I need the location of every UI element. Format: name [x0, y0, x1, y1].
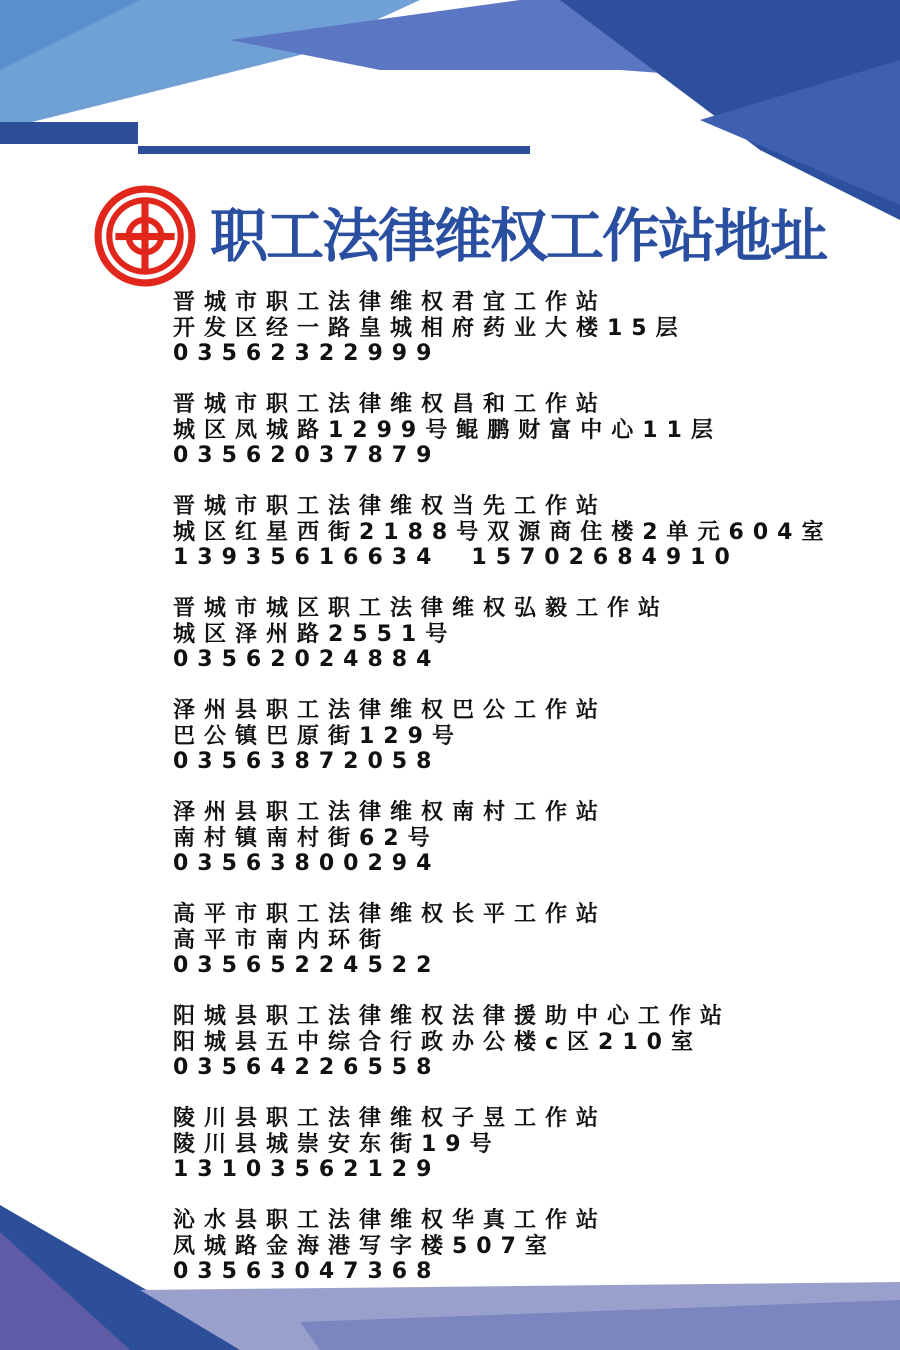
- station-name: 沁水县职工法律维权华真工作站: [173, 1208, 608, 1233]
- station-entry: [173, 902, 832, 1004]
- station-address: 高平市南内环街: [173, 927, 391, 953]
- station-phone: 03562024884: [173, 647, 441, 672]
- station-name: 晋城市城区职工法律维权弘毅工作站: [173, 596, 670, 621]
- station-entry: [173, 494, 832, 596]
- station-phone: 03563872058: [173, 749, 441, 774]
- station-phone: 03563047368: [173, 1259, 441, 1284]
- station-name: 陵川县职工法律维权子昱工作站: [173, 1106, 608, 1131]
- trade-union-emblem-icon: [94, 185, 196, 287]
- station-address: 开发区经一路皇城相府药业大楼15层: [173, 315, 687, 341]
- station-address: 南村镇南村街62号: [173, 825, 439, 851]
- station-phone: 03564226558: [173, 1055, 441, 1080]
- station-phone: 03562037879: [173, 443, 441, 468]
- station-name: 阳城县职工法律维权法律援助中心工作站: [173, 1004, 732, 1029]
- station-address: 城区凤城路1299号鲲鹏财富中心11层: [173, 417, 722, 443]
- station-phone: 03562322999: [173, 341, 441, 366]
- station-address: 阳城县五中综合行政办公楼c区210室: [173, 1029, 702, 1055]
- station-name: 晋城市职工法律维权当先工作站: [173, 494, 608, 519]
- station-list: [173, 290, 832, 1310]
- station-name: 泽州县职工法律维权巴公工作站: [173, 698, 608, 723]
- header-accent-line: [138, 146, 530, 154]
- station-address: 城区红星西街2188号双源商住楼2单元604室: [173, 519, 833, 545]
- station-phone: 03563800294: [173, 851, 441, 876]
- station-entry: [173, 1208, 832, 1310]
- station-entry: [173, 1004, 832, 1106]
- station-name: 晋城市职工法律维权昌和工作站: [173, 392, 608, 417]
- station-entry: [173, 596, 832, 698]
- station-address: 巴公镇巴原街129号: [173, 723, 463, 749]
- station-phone: 03565224522: [173, 953, 441, 978]
- station-address: 凤城路金海港写字楼507室: [173, 1233, 556, 1259]
- station-entry: [173, 698, 832, 800]
- station-address: 陵川县城崇安东街19号: [173, 1131, 501, 1157]
- station-name: 高平市职工法律维权长平工作站: [173, 902, 608, 927]
- page-title: 职工法律维权工作站地址: [210, 202, 827, 270]
- station-entry: [173, 392, 832, 494]
- header-accent-bar: [0, 122, 138, 144]
- station-entry: [173, 290, 832, 392]
- station-entry: [173, 1106, 832, 1208]
- station-address: 城区泽州路2551号: [173, 621, 457, 647]
- station-phone: 13935616634 15702684910: [173, 545, 739, 570]
- station-entry: [173, 800, 832, 902]
- station-name: 泽州县职工法律维权南村工作站: [173, 800, 608, 825]
- station-name: 晋城市职工法律维权君宜工作站: [173, 290, 608, 315]
- station-phone: 13103562129: [173, 1157, 441, 1182]
